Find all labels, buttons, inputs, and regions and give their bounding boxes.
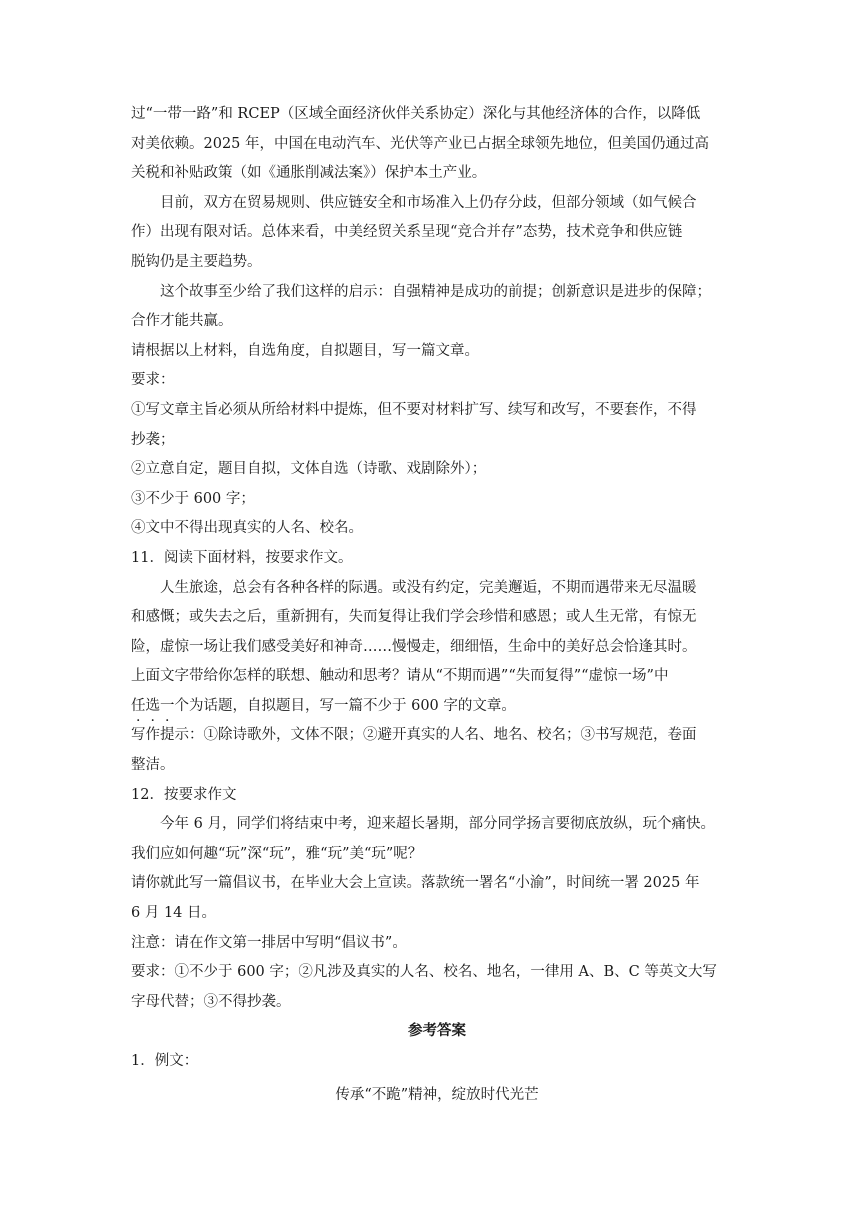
requirement-4: ④文中不得出现真实的人名、校名。	[131, 520, 363, 537]
writing-tips-cont: 整洁。	[131, 757, 175, 774]
prompt-line-emphasis	[131, 692, 743, 722]
material-paragraph-1	[131, 100, 743, 189]
material-line: 险，虚惊一场让我们感受美好和神奇……慢慢走，细细悟，生命中的美好总会恰逢其时。	[131, 638, 697, 655]
document-body	[131, 100, 743, 1110]
question-11	[131, 544, 743, 781]
requirement-3: ③不少于 600 字；	[131, 490, 255, 507]
prompt-line: 上面文字带给你怎样的联想、触动和思考？请从“不期而遇”“失而复得”“虚惊一场”中	[131, 668, 669, 685]
material-paragraph-3	[131, 278, 743, 337]
requirement-1: ①写文章主旨必须从所给材料中提炼，但不要对材料扩写、续写和改写，不要套作，不得	[131, 401, 697, 418]
text-line: 脱钩仍是主要趋势。	[131, 253, 262, 270]
task-line: 请你就此写一篇倡议书，在毕业大会上宣读。落款统一署名“小渝”，时间统一署 2025 年	[131, 875, 700, 892]
text-line: 目前，双方在贸易规则、供应链安全和市场准入上仍存分歧，但部分领域（如气候合	[160, 194, 697, 211]
emphasis-char: 选	[145, 697, 160, 714]
emphasis-char: 任	[131, 697, 146, 714]
answer-item-label: 1．例文：	[131, 1053, 199, 1069]
task-line: 6 月 14 日。	[131, 905, 217, 922]
requirement-1-cont: 抄袭；	[131, 431, 175, 448]
q10-instructions	[131, 337, 743, 544]
requirements-label: 要求：	[131, 372, 175, 389]
answers-section	[131, 1017, 743, 1110]
material-line: 和感慨；或失去之后，重新拥有，失而复得让我们学会珍惜和感恩；或人生无常，有惊无	[131, 609, 697, 626]
text-line: 合作才能共赢。	[131, 313, 233, 330]
requirements-line: 要求：①不少于 600 字；②凡涉及真实的人名、校名、地名，一律用 A、B、C 等英文大写	[131, 964, 717, 981]
answers-heading: 参考答案	[408, 1023, 466, 1040]
note-line: 注意：请在作文第一排居中写明“倡议书”。	[131, 934, 407, 951]
instruction-text: 请根据以上材料，自选角度，自拟题目，写一篇文章。	[131, 342, 479, 359]
material-line: 今年 6 月，同学们将结束中考，迎来超长暑期，部分同学扬言要彻底放纵，玩个痛快。	[160, 816, 715, 833]
writing-tips: 写作提示：①除诗歌外，文体不限；②避开真实的人名、地名、校名；③书写规范，卷面	[131, 727, 697, 744]
essay-title: 传承“不跪”精神，绽放时代光芒	[335, 1086, 539, 1103]
question-12	[131, 781, 743, 1018]
requirement-2: ②立意自定，题目自拟，文体自选（诗歌、戏剧除外）；	[131, 461, 487, 478]
requirements-line: 字母代替；③不得抄袭。	[131, 993, 291, 1010]
material-line: 我们应如何趣“玩”深“玩”，雅“玩”美“玩”呢？	[131, 845, 423, 862]
question-title: 12．按要求作文	[131, 786, 237, 803]
material-paragraph-2	[131, 189, 743, 278]
text-line: 过“一带一路”和 RCEP（区域全面经济伙伴关系协定）深化与其他经济体的合作，以降低	[131, 106, 701, 122]
material-line: 人生旅途，总会有各种各样的际遇。或没有约定，完美邂逅，不期而遇带来无尽温暖	[160, 579, 697, 596]
text-line: 这个故事至少给了我们这样的启示：自强精神是成功的前提；创新意识是进步的保障；	[160, 283, 711, 300]
text-line: 对美依赖。2025 年，中国在电动汽车、光伏等产业已占据全球领先地位，但美国仍通过高	[131, 135, 710, 152]
prompt-rest: 个为话题，自拟题目，写一篇不少于 600 字的文章。	[174, 697, 516, 714]
emphasis-char: 一	[160, 697, 175, 714]
text-line: 作）出现有限对话。总体来看，中美经贸关系呈现“竞合并存”态势，技术竞争和供应链	[131, 224, 683, 241]
text-line: 关税和补贴政策（如《通胀削减法案》）保护本土产业。	[131, 165, 487, 182]
question-title: 11．阅读下面材料，按要求作文。	[131, 549, 353, 566]
